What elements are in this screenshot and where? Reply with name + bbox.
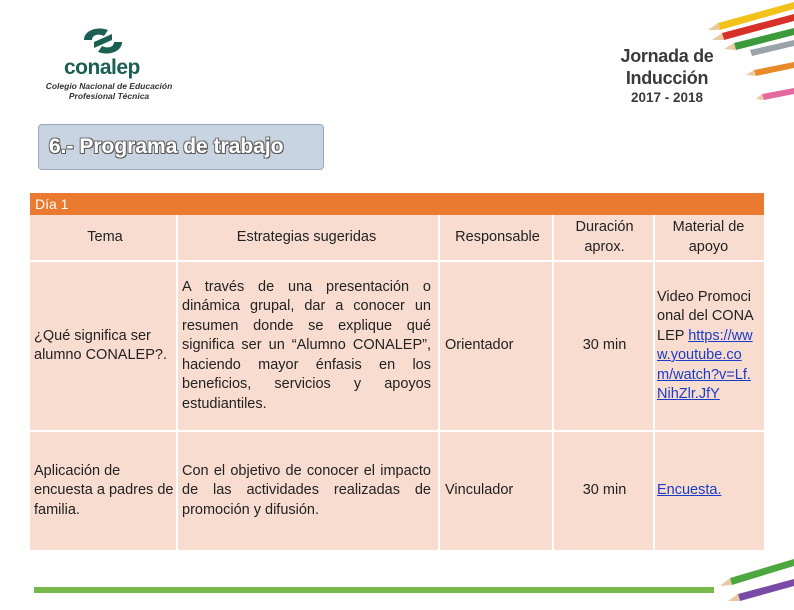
table-header-row (30, 215, 764, 260)
column-header-estrategias: Estrategias sugeridas (236, 228, 377, 245)
event-title (612, 45, 722, 107)
cell-estrategia: Con el objetivo de conocer el impacto de las actividades realizadas de promoción y difusión. (182, 462, 431, 518)
logo-subtitle-line1: Colegio Nacional de Educación (45, 81, 173, 91)
pencil-orange (746, 62, 794, 76)
column-divider (438, 215, 440, 260)
event-title-line2: Inducción (625, 68, 709, 88)
cell-tema: ¿Qué significa ser alumno CONALEP?. (34, 327, 167, 363)
cell-tema: Aplicación de encuesta a padres de familia. (34, 462, 174, 518)
day-label: Día 1 (35, 196, 69, 212)
column-divider (438, 432, 440, 550)
column-header-material: Material de apoyo (672, 219, 745, 255)
youtube-video-link[interactable]: https://www.youtube.com/watch?v=Lf.NihZlr.JfY (657, 327, 753, 402)
cell-duracion: 30 min (582, 482, 627, 499)
cell-duracion: 30 min (582, 337, 627, 354)
section-title-box (38, 124, 324, 170)
event-title-line1: Jornada de (620, 46, 714, 66)
event-years: 2017 - 2018 (630, 90, 704, 105)
survey-link[interactable]: Encuesta. (657, 482, 722, 499)
cell-material (657, 432, 760, 550)
column-header-tema: Tema (87, 228, 123, 245)
column-header-responsable: Responsable (455, 228, 540, 245)
bottom-accent-bar (34, 587, 714, 593)
material-text: Video Promocional del CONALEP (657, 288, 754, 344)
column-header-duracion: Duración aprox. (575, 219, 634, 255)
cell-responsable: Orientador (445, 337, 514, 354)
table-row (30, 432, 764, 550)
pencil-pink (756, 88, 794, 100)
cell-material (657, 262, 760, 430)
column-divider (176, 262, 178, 430)
column-divider (552, 432, 554, 550)
pencil-green-bottom (720, 559, 794, 586)
cell-responsable: Vinculador (445, 482, 514, 499)
column-divider (176, 432, 178, 550)
table-row (30, 262, 764, 430)
column-divider (176, 215, 178, 260)
column-divider (653, 215, 655, 260)
column-divider (653, 262, 655, 430)
conalep-logo (30, 22, 190, 102)
column-divider (552, 262, 554, 430)
day-header (30, 193, 764, 215)
conalep-emblem-icon (78, 24, 128, 58)
section-title: 6.- Programa de trabajo (49, 135, 284, 158)
bottom-pencils-image (710, 555, 794, 610)
column-divider (653, 432, 655, 550)
column-divider (438, 262, 440, 430)
column-divider (552, 215, 554, 260)
cell-estrategia: A través de una presentación o dinámica grupal, dar a conocer un resumen donde se explique qué significa ser un “Alumno CONALEP”, haciendo mayor énfasis en los beneficios, servicios y apoyos estudiantiles. (182, 278, 431, 412)
logo-subtitle (34, 81, 184, 101)
logo-name: conalep (64, 56, 140, 79)
logo-subtitle-line2: Profesional Técnica (68, 91, 150, 101)
